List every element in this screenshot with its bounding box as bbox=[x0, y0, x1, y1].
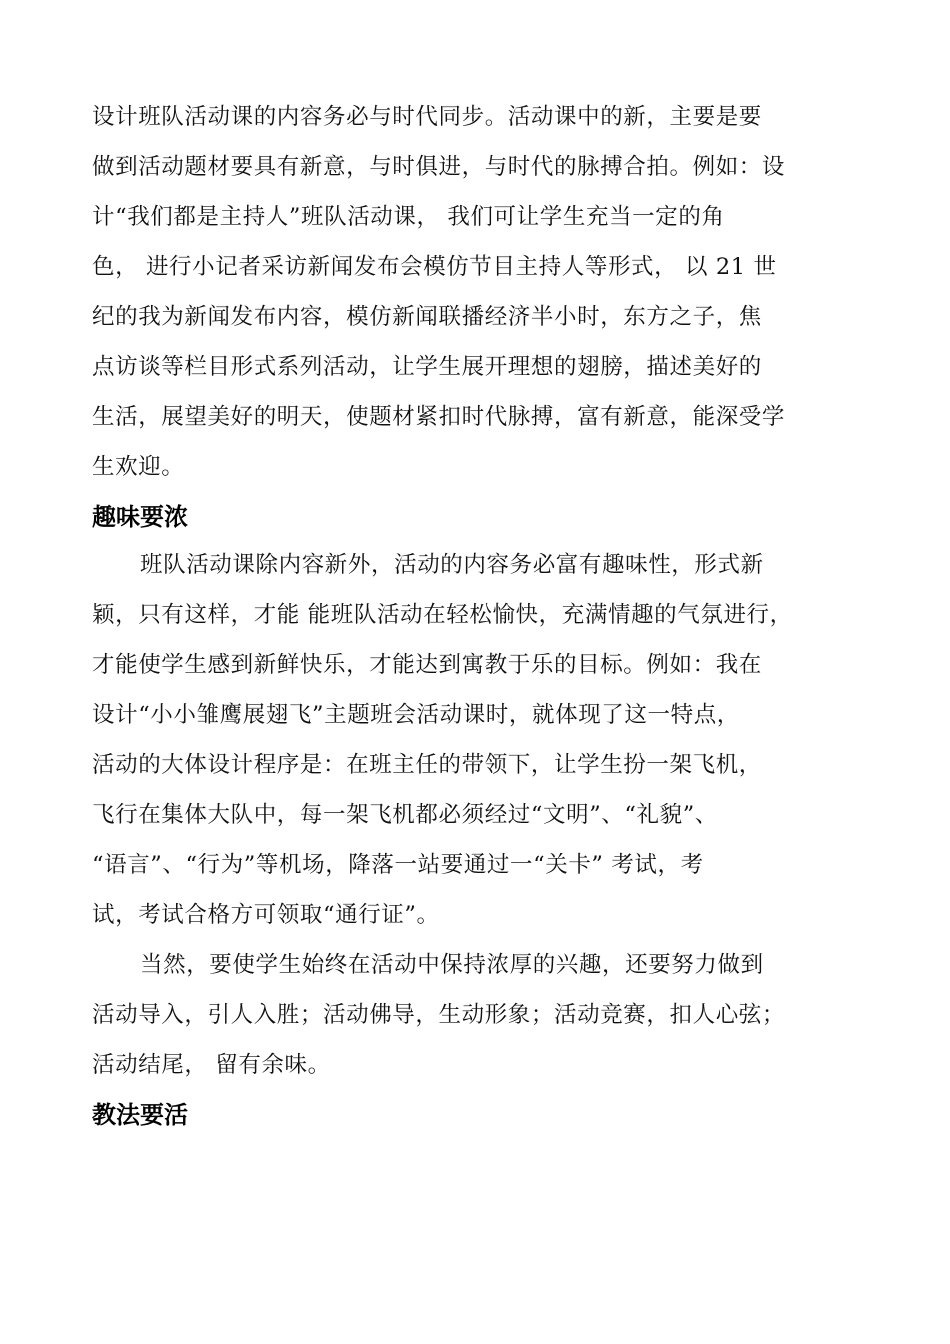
paragraph-2-line-5: 活动的大体设计程序是：在班主任的带领下，让学生扮一架飞机， bbox=[92, 752, 762, 778]
section-heading-teaching: 教法要活 bbox=[92, 1101, 188, 1129]
paragraph-3-line-2: 活动导入，引人入胜；活动佛导，生动形象；活动竞赛，扣人心弦； bbox=[92, 1002, 786, 1028]
paragraph-3-line-3: 活动结尾， 留有余味。 bbox=[92, 1052, 331, 1078]
paragraph-1-line-6: 点访谈等栏目形式系列活动，让学生展开理想的翅膀，描述美好的 bbox=[92, 354, 762, 380]
paragraph-1-line-3: 计“我们都是主持人”班队活动课， 我们可让学生充当一定的角 bbox=[92, 204, 725, 230]
paragraph-3-line-1: 当然，要使学生始终在活动中保持浓厚的兴趣，还要努力做到 bbox=[140, 952, 764, 978]
paragraph-2-line-4: 设计“小小雏鹰展翅飞”主题班会活动课时，就体现了这一特点， bbox=[92, 702, 740, 728]
paragraph-2-line-3: 才能使学生感到新鲜快乐，才能达到寓教于乐的目标。例如：我在 bbox=[92, 652, 762, 678]
section-heading-interest: 趣味要浓 bbox=[92, 503, 188, 531]
paragraph-1-line-2: 做到活动题材要具有新意，与时俱进，与时代的脉搏合拍。例如：设 bbox=[92, 154, 786, 180]
paragraph-2-line-8: 试，考试合格方可领取“通行证”。 bbox=[92, 902, 440, 928]
paragraph-1-line-1: 设计班队活动课的内容务必与时代同步。活动课中的新，主要是要 bbox=[92, 104, 762, 130]
paragraph-2-line-2: 颖，只有这样，才能 能班队活动在轻松愉快，充满情趣的气氛进行， bbox=[92, 602, 793, 628]
paragraph-2-line-6: 飞行在集体大队中，每一架飞机都必须经过“文明”、“礼貌”、 bbox=[92, 802, 718, 828]
paragraph-2-line-1: 班队活动课除内容新外，活动的内容务必富有趣味性，形式新 bbox=[140, 552, 764, 578]
paragraph-2-line-7: “语言”、“行为”等机场，降落一站要通过一“关卡” 考试，考 bbox=[92, 852, 704, 878]
paragraph-1-line-8: 生欢迎。 bbox=[92, 454, 185, 480]
paragraph-1-line-7: 生活，展望美好的明天，使题材紧扣时代脉搏，富有新意，能深受学 bbox=[92, 404, 786, 430]
paragraph-1-line-4: 色， 进行小记者采访新闻发布会模仿节目主持人等形式， 以 21 世 bbox=[92, 254, 777, 280]
paragraph-1-line-5: 纪的我为新闻发布内容，模仿新闻联播经济半小时，东方之子，焦 bbox=[92, 304, 762, 330]
